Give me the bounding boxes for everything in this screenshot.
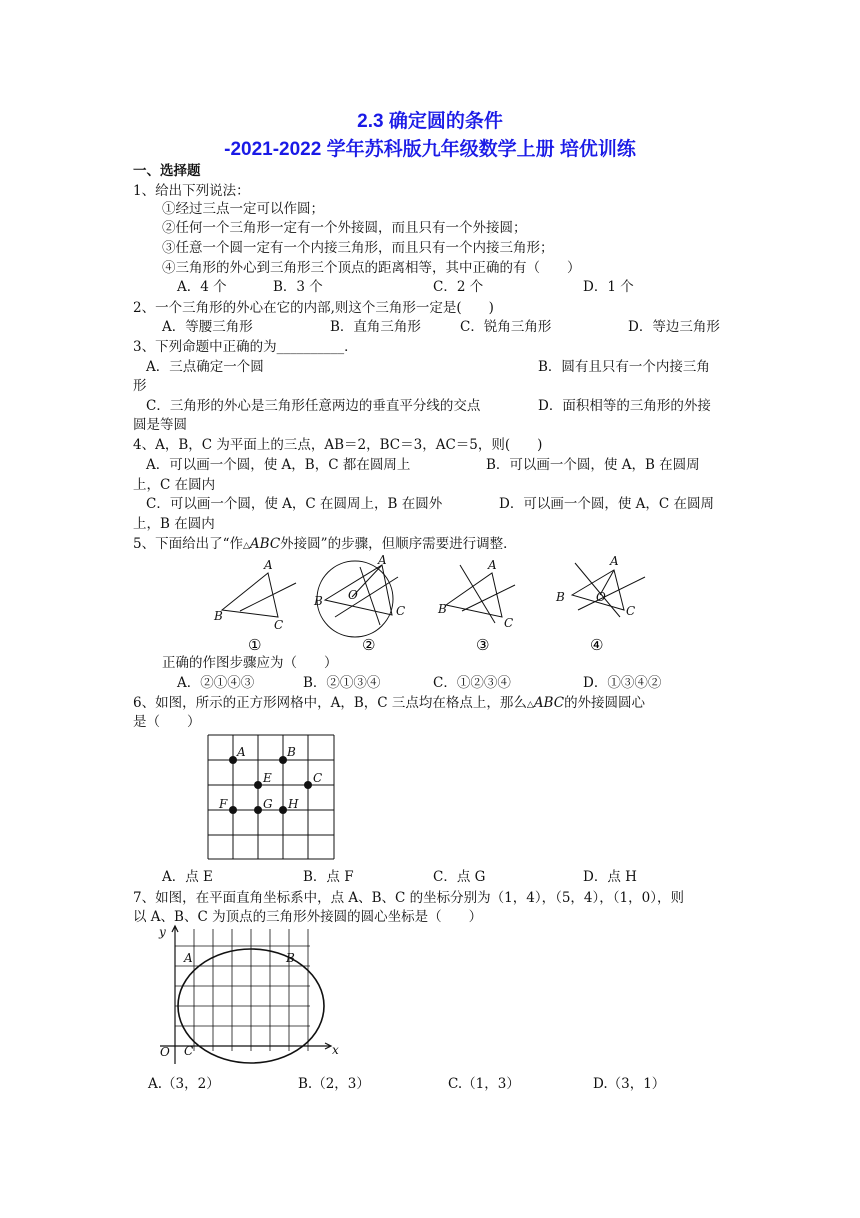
q1-option-b: B．3 个	[273, 279, 323, 295]
svg-text:O: O	[348, 588, 358, 602]
x-axis-label: x	[332, 1043, 339, 1057]
q1-statement-2: ②任何一个三角形一定有一个外接圆，而且只有一个外接圆；	[162, 220, 527, 236]
q6-stem-a: 6、如图，所示的正方形网格中，A，B，C 三点均在格点上，那么	[133, 695, 527, 711]
q7-option-c: C.（1，3）	[448, 1076, 520, 1092]
q4-option-b: B．可以画一个圆，使 A，B 在圆周	[486, 457, 700, 473]
q5-stem: 5、下面给出了“作△ABC外接圆”的步骤，但顺序需要进行调整．	[133, 536, 517, 552]
q4-option-c: C．可以画一个圆，使 A，C 在圆周上，B 在圆外	[146, 496, 443, 512]
point-g	[254, 806, 262, 814]
y-axis-label: y	[159, 925, 166, 939]
section-heading: 一、选择题	[133, 163, 201, 178]
label-f: F	[219, 797, 228, 811]
q7-option-d: D.（3，1）	[593, 1076, 666, 1092]
q4-option-d-cont: 上，B 在圆内	[133, 516, 215, 532]
q3-option-a: A．三点确定一个圆	[146, 359, 264, 375]
q1-statement-4: ④三角形的外心到三角形三个顶点的距离相等，其中正确的有（ ）	[162, 260, 581, 276]
label-a: A	[237, 745, 246, 759]
q7-stem-2: 以 A、B、C 为顶点的三角形外接圆的圆心坐标是（ ）	[133, 909, 483, 925]
q5-triangle-name: ABC	[249, 536, 281, 552]
q6-option-a: A．点 E	[162, 869, 213, 885]
point-c	[304, 781, 312, 789]
doc-subtitle: -2021-2022 学年苏科版九年级数学上册 培优训练	[224, 139, 636, 160]
label-c: C	[313, 771, 323, 785]
point-h	[279, 806, 287, 814]
fig-label-4: ④	[590, 636, 604, 654]
q1-option-d: D．1 个	[583, 279, 634, 295]
doc-title: 2.3 确定圆的条件	[357, 111, 503, 132]
q1-option-c: C．2 个	[433, 279, 484, 295]
fig-label-3: ③	[476, 636, 490, 654]
q6-option-d: D．点 H	[583, 869, 637, 885]
q5-option-a: A．②①④③	[177, 675, 255, 691]
point-b	[279, 756, 287, 764]
fig2-bisector-1	[360, 567, 380, 625]
q6-stem-b: 的外接圆圆心	[564, 695, 646, 711]
q2-option-d: D．等边三角形	[628, 319, 720, 335]
q1-statement-1: ①经过三点一定可以作圆；	[162, 201, 324, 217]
point-c-label: C	[184, 1044, 194, 1058]
q5-stem-a: 5、下面给出了“作	[133, 536, 243, 552]
q2-option-c: C．锐角三角形	[460, 319, 552, 335]
label-g: G	[263, 797, 273, 811]
q4-option-a: A．可以画一个圆，使 A，B，C 都在圆周上	[146, 457, 411, 473]
q3-option-b: B．圆有且只有一个内接三角	[538, 359, 710, 375]
q6-option-b: B．点 F	[303, 869, 354, 885]
q1-statement-3: ③任意一个圆一定有一个内接三角形，而且只有一个内接三角形；	[162, 240, 554, 256]
q5-option-c: C．①②③④	[433, 675, 511, 691]
q7-option-b: B.（2，3）	[298, 1076, 370, 1092]
svg-text:B: B	[314, 594, 323, 608]
svg-text:B: B	[438, 602, 447, 616]
q1-option-a: A．4 个	[177, 279, 227, 295]
q6-stem: 6、如图，所示的正方形网格中，A，B，C 三点均在格点上，那么△ABC的外接圆圆心	[133, 695, 646, 711]
q6-option-c: C．点 G	[433, 869, 486, 885]
q4-option-b-cont: 上，C 在圆内	[133, 477, 216, 493]
label-b: B	[287, 745, 296, 759]
origin-label: O	[160, 1045, 170, 1059]
svg-text:A: A	[488, 558, 497, 572]
q6-grid-figure	[205, 732, 340, 862]
label-h: H	[288, 797, 299, 811]
q3-stem: 3、下列命题中正确的为__________．	[133, 339, 358, 355]
q3-option-d: D．面积相等的三角形的外接	[538, 398, 711, 414]
point-a-label: A	[184, 951, 193, 965]
point-a	[229, 756, 237, 764]
fig3-bisector-1	[460, 565, 495, 623]
svg-text:O: O	[596, 590, 606, 604]
svg-text:C: C	[274, 618, 284, 632]
q7-coordinate-figure	[150, 924, 340, 1069]
q2-stem: 2、一个三角形的外心在它的内部,则这个三角形一定是( )	[133, 300, 494, 316]
q4-option-d: D．可以画一个圆，使 A，C 在圆周	[499, 496, 714, 512]
svg-text:B: B	[214, 609, 223, 623]
point-b-label: B	[286, 951, 295, 965]
svg-text:A: A	[264, 558, 273, 572]
q2-option-b: B．直角三角形	[330, 319, 421, 335]
q3-option-d-cont: 圆是等圆	[133, 417, 187, 433]
q4-stem: 4、A，B，C 为平面上的三点，AB＝2，BC＝3，AC＝5，则( )	[133, 437, 543, 453]
q5-stem-b: 外接圆”的步骤，但顺序需要进行调整．	[280, 536, 517, 552]
label-e: E	[263, 771, 272, 785]
q5-option-d: D．①③④②	[583, 675, 662, 691]
q5-option-b: B．②①③④	[303, 675, 381, 691]
q6-stem-cont: 是（ ）	[133, 714, 201, 730]
svg-text:A: A	[610, 555, 619, 568]
svg-text:C: C	[626, 604, 636, 618]
q2-option-a: A．等腰三角形	[162, 319, 253, 335]
point-e	[254, 781, 262, 789]
fig-label-1: ①	[248, 636, 262, 654]
point-f	[229, 806, 237, 814]
fig1-bisector	[240, 583, 296, 611]
svg-text:C: C	[396, 604, 406, 618]
fig1-triangle	[222, 573, 278, 617]
svg-text:A: A	[378, 555, 387, 567]
q3-option-b-cont: 形	[133, 378, 147, 394]
q7-option-a: A.（3，2）	[148, 1076, 220, 1092]
fig-label-2: ②	[362, 636, 376, 654]
svg-text:B: B	[556, 590, 565, 604]
q6-triangle-name: ABC	[533, 695, 565, 711]
svg-text:C: C	[504, 616, 514, 630]
q3-option-c: C．三角形的外心是三角形任意两边的垂直平分线的交点	[146, 398, 481, 414]
q5-construction-figures	[210, 555, 650, 655]
q5-answer-prompt: 正确的作图步骤应为（ ）	[162, 655, 338, 671]
q1-stem: 1、给出下列说法：	[133, 183, 250, 199]
q7-stem-1: 7、如图，在平面直角坐标系中，点 A、B、C 的坐标分别为（1，4），（5，4），（1，0），则	[133, 890, 684, 906]
